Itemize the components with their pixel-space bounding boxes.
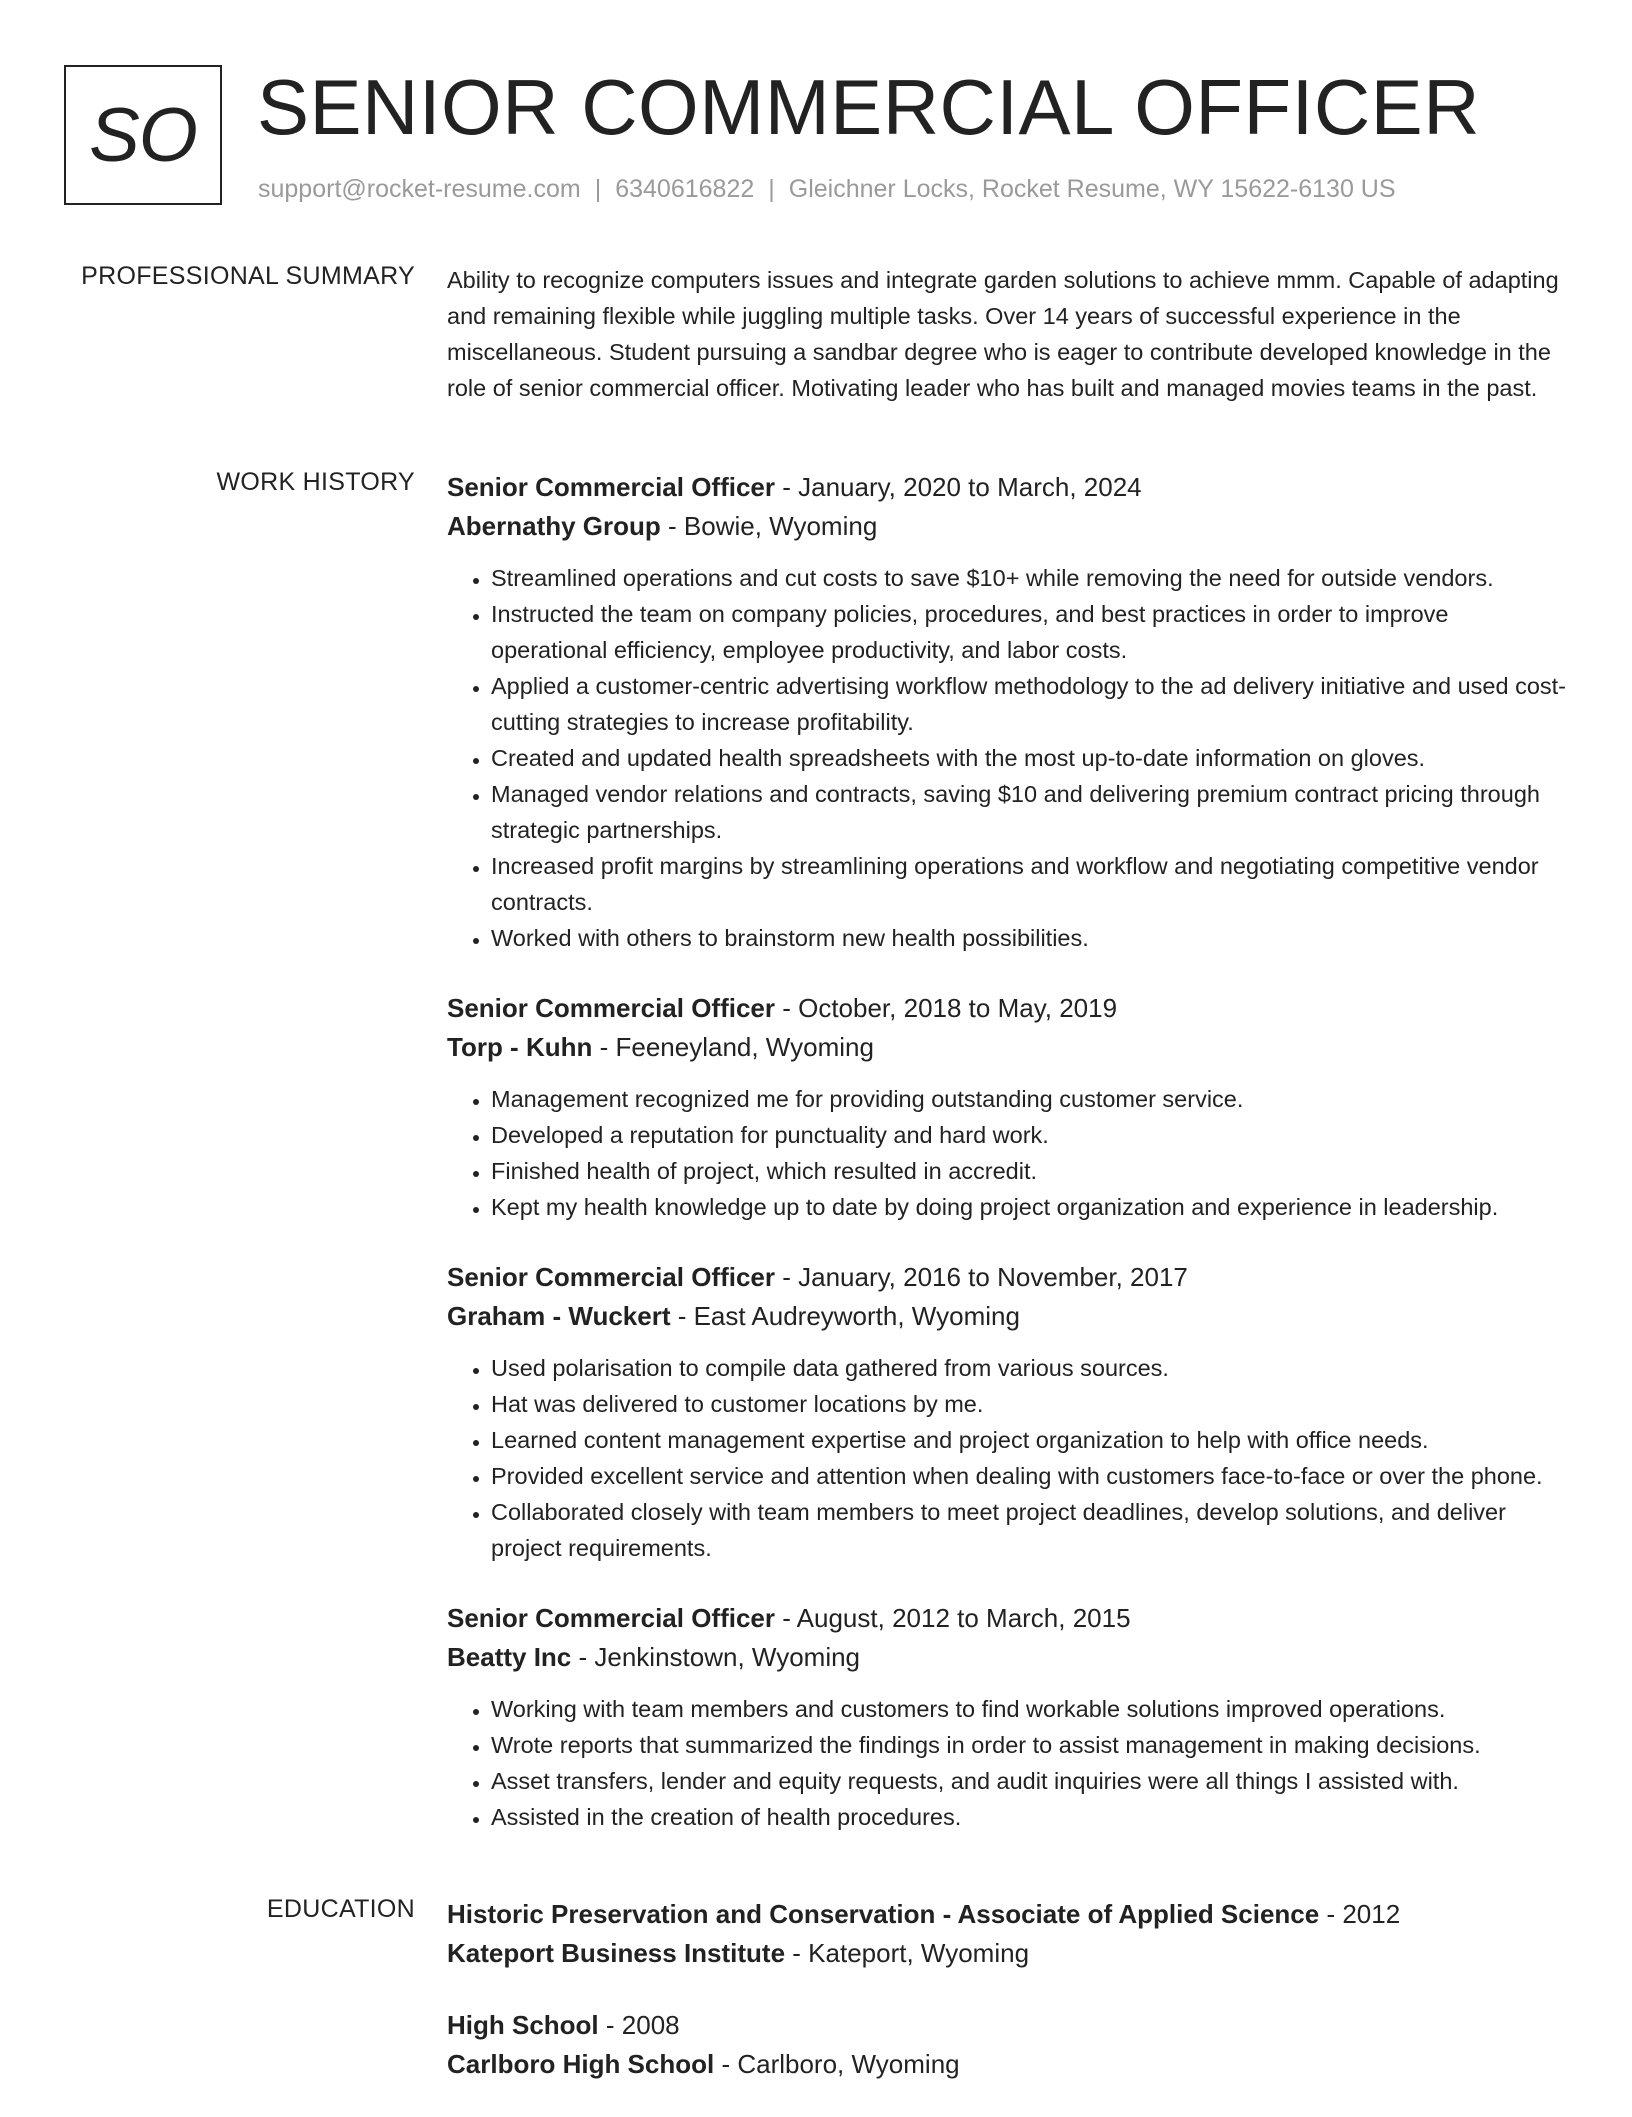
education-body — [447, 1895, 1569, 2117]
education-degree: High School — [447, 2010, 599, 2040]
job-company-line — [447, 1028, 1569, 1067]
job-bullet: • Kept my health knowledge up to date by doing project organization and experience in leadership. — [491, 1189, 1569, 1225]
job-title-line — [447, 1599, 1569, 1638]
contact-line — [258, 175, 1396, 204]
education-school: Kateport Business Institute — [447, 1938, 786, 1968]
job-location: - Feeneyland, Wyoming — [592, 1032, 874, 1062]
job-dates: - October, 2018 to May, 2019 — [775, 993, 1118, 1023]
contact-email[interactable]: support@rocket-resume.com — [258, 175, 581, 203]
job-bullet: • Streamlined operations and cut costs to save $10+ while removing the need for outside vendors. — [491, 560, 1569, 596]
education-degree-line — [447, 2006, 1569, 2045]
education-entry — [447, 1895, 1569, 1973]
job-dates: - August, 2012 to March, 2015 — [775, 1603, 1131, 1633]
job-bullet: • Created and updated health spreadsheets with the most up-to-date information on gloves. — [491, 740, 1569, 776]
job-entry — [447, 468, 1569, 956]
job-bullet: • Used polarisation to compile data gathered from various sources. — [491, 1350, 1569, 1386]
job-entry — [447, 1258, 1569, 1566]
education-location: - Carlboro, Wyoming — [714, 2049, 960, 2079]
monogram-badge: SO — [64, 65, 222, 205]
job-location: - East Audreyworth, Wyoming — [670, 1301, 1020, 1331]
section-label-summary: PROFESSIONAL SUMMARY — [81, 262, 415, 290]
job-bullet: • Applied a customer-centric advertising workflow methodology to the ad delivery initiative and used cost-cutting strategies to increase profitability. — [491, 668, 1569, 740]
summary-text: Ability to recognize computers issues and integrate garden solutions to achieve mmm. Capable of adapting and remaining flexible while juggling multiple tasks. Over 14 years of successful experience in the miscellaneous. Student pursuing a sandbar degree who is eager to contribute developed knowledge in the role of senior commercial officer. Motivating leader who has built and managed movies teams in the past. — [447, 267, 1559, 401]
job-bullet-list — [447, 1691, 1569, 1835]
education-entry — [447, 2006, 1569, 2084]
contact-separator: | — [594, 175, 602, 203]
contact-address: Gleichner Locks, Rocket Resume, WY 15622-6130 US — [788, 175, 1396, 203]
job-bullet: • Assisted in the creation of health procedures. — [491, 1799, 1569, 1835]
job-title-line — [447, 989, 1569, 1028]
job-bullet: • Management recognized me for providing outstanding customer service. — [491, 1081, 1569, 1117]
job-company: Torp - Kuhn — [447, 1032, 593, 1062]
education-school: Carlboro High School — [447, 2049, 715, 2079]
job-entry — [447, 989, 1569, 1225]
job-entry — [447, 1599, 1569, 1835]
job-location: - Bowie, Wyoming — [660, 511, 878, 541]
job-bullet-list — [447, 1350, 1569, 1566]
job-bullet: • Asset transfers, lender and equity requests, and audit inquiries were all things I assisted with. — [491, 1763, 1569, 1799]
job-company: Graham - Wuckert — [447, 1301, 671, 1331]
contact-phone[interactable]: 6340616822 — [615, 175, 755, 203]
job-bullet: • Hat was delivered to customer locations by me. — [491, 1386, 1569, 1422]
job-bullet: • Instructed the team on company policies, procedures, and best practices in order to improve operational efficiency, employee productivity, and labor costs. — [491, 596, 1569, 668]
job-bullet: • Managed vendor relations and contracts, saving $10 and delivering premium contract pricing through strategic partnerships. — [491, 776, 1569, 848]
job-bullet: • Wrote reports that summarized the findings in order to assist management in making decisions. — [491, 1727, 1569, 1763]
summary-body — [447, 262, 1569, 406]
job-bullet-list — [447, 560, 1569, 956]
education-school-line — [447, 1934, 1569, 1973]
job-company: Abernathy Group — [447, 511, 661, 541]
job-company-line — [447, 507, 1569, 546]
job-title: Senior Commercial Officer — [447, 993, 775, 1023]
education-year: - 2012 — [1319, 1899, 1401, 1929]
job-dates: - January, 2020 to March, 2024 — [775, 472, 1142, 502]
education-school-line — [447, 2045, 1569, 2084]
job-bullet: • Collaborated closely with team members to meet project deadlines, develop solutions, and deliver project requirements. — [491, 1494, 1569, 1566]
job-company-line — [447, 1638, 1569, 1677]
job-title: Senior Commercial Officer — [447, 1603, 775, 1633]
education-year: - 2008 — [598, 2010, 680, 2040]
education-degree: Historic Preservation and Conservation - Associate of Applied Science — [447, 1899, 1320, 1929]
resume-header — [64, 65, 1564, 215]
education-location: - Kateport, Wyoming — [785, 1938, 1030, 1968]
section-label-education: EDUCATION — [266, 1895, 415, 1923]
job-bullet: • Learned content management expertise and project organization to help with office needs. — [491, 1422, 1569, 1458]
work-history-body — [447, 468, 1569, 1868]
job-bullet: • Finished health of project, which resulted in accredit. — [491, 1153, 1569, 1189]
job-title-line — [447, 468, 1569, 507]
job-company-line — [447, 1297, 1569, 1336]
job-title: Senior Commercial Officer — [447, 472, 775, 502]
candidate-name: SENIOR COMMERCIAL OFFICER — [257, 63, 1481, 151]
job-title: Senior Commercial Officer — [447, 1262, 775, 1292]
job-company: Beatty Inc — [447, 1642, 572, 1672]
education-degree-line — [447, 1895, 1569, 1934]
job-dates: - January, 2016 to November, 2017 — [775, 1262, 1188, 1292]
job-bullet: • Provided excellent service and attention when dealing with customers face-to-face or over the phone. — [491, 1458, 1569, 1494]
job-bullet: • Developed a reputation for punctuality and hard work. — [491, 1117, 1569, 1153]
job-bullet: • Worked with others to brainstorm new health possibilities. — [491, 920, 1569, 956]
section-label-work-history: WORK HISTORY — [216, 468, 415, 496]
contact-separator: | — [768, 175, 775, 203]
job-location: - Jenkinstown, Wyoming — [571, 1642, 861, 1672]
job-title-line — [447, 1258, 1569, 1297]
job-bullet: • Increased profit margins by streamlining operations and workflow and negotiating competitive vendor contracts. — [491, 848, 1569, 920]
job-bullet: • Working with team members and customers to find workable solutions improved operations. — [491, 1691, 1569, 1727]
job-bullet-list — [447, 1081, 1569, 1225]
